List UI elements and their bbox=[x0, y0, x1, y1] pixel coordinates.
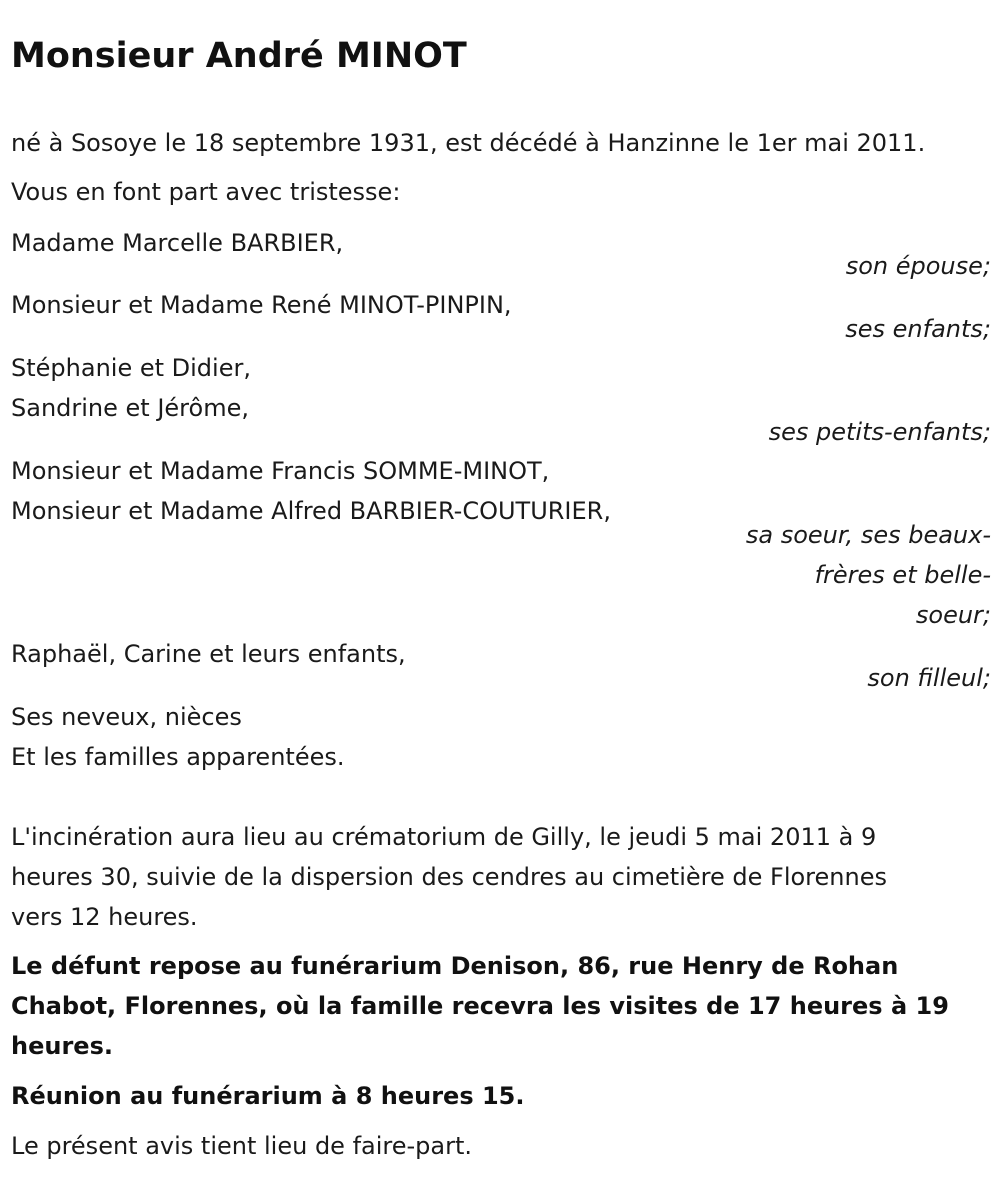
deceased-name-title: Monsieur André MINOT bbox=[11, 36, 467, 76]
cremation-line-1: L'incinération aura lieu au crématorium de Gilly, le jeudi 5 mai 2011 à 9 bbox=[11, 823, 877, 851]
siblings-relation-line-3: soeur; bbox=[915, 601, 991, 629]
visitation-line-1: Le défunt repose au funérarium Denison, 86, rue Henry de Rohan bbox=[11, 952, 899, 980]
sibling-name-2: Monsieur et Madame Alfred BARBIER-COUTURIER, bbox=[11, 497, 611, 525]
godchild-relation: son filleul; bbox=[867, 664, 991, 692]
announcement-line: Vous en font part avec tristesse: bbox=[11, 178, 401, 206]
grandchildren-name-1: Stéphanie et Didier, bbox=[11, 354, 251, 382]
visitation-line-2: Chabot, Florennes, où la famille recevra les visites de 17 heures à 19 bbox=[11, 992, 949, 1020]
cremation-line-2: heures 30, suivie de la dispersion des cendres au cimetière de Florennes bbox=[11, 863, 887, 891]
visitation-line-3: heures. bbox=[11, 1032, 113, 1060]
closing-line: Le présent avis tient lieu de faire-part. bbox=[11, 1132, 473, 1160]
children-relation: ses enfants; bbox=[845, 315, 991, 343]
spouse-relation: son épouse; bbox=[845, 252, 991, 280]
spouse-name: Madame Marcelle BARBIER, bbox=[11, 229, 344, 257]
meeting-line: Réunion au funérarium à 8 heures 15. bbox=[11, 1082, 525, 1110]
cremation-line-3: vers 12 heures. bbox=[11, 903, 198, 931]
sibling-name-1: Monsieur et Madame Francis SOMME-MINOT, bbox=[11, 457, 550, 485]
siblings-relation-line-2: frères et belle- bbox=[814, 561, 991, 589]
grandchildren-name-2: Sandrine et Jérôme, bbox=[11, 394, 249, 422]
nephews-line: Ses neveux, nièces bbox=[11, 703, 242, 731]
children-name: Monsieur et Madame René MINOT-PINPIN, bbox=[11, 291, 512, 319]
birth-death-statement: né à Sosoye le 18 septembre 1931, est décédé à Hanzinne le 1er mai 2011. bbox=[11, 129, 926, 157]
siblings-relation-line-1: sa soeur, ses beaux- bbox=[745, 521, 991, 549]
grandchildren-relation: ses petits-enfants; bbox=[768, 418, 991, 446]
related-families-line: Et les familles apparentées. bbox=[11, 743, 345, 771]
godchild-name: Raphaël, Carine et leurs enfants, bbox=[11, 640, 406, 668]
